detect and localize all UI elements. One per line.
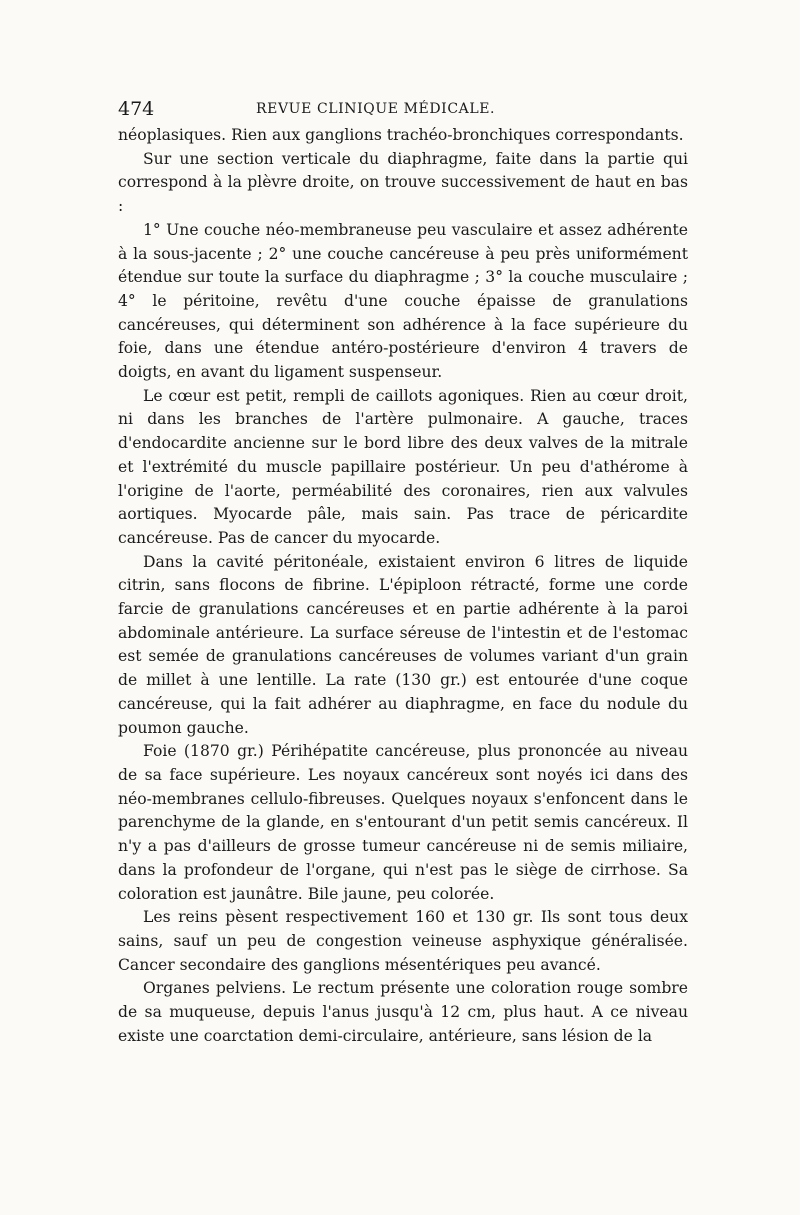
document-page: [118, 94, 688, 1048]
paragraph-pelvic-organs: Organes pelviens. Le rectum présente une coloration rouge sombre de sa muqueuse, depuis l'anus jusqu'à 12 cm, plus haut. A ce niveau existe une coarctation demi-circulaire, antérieure, sans lésion de la: [118, 979, 688, 1045]
paragraph-peritoneal-cavity: Dans la cavité péritonéale, existaient environ 6 litres de liquide citrin, sans flocons de fibrine. L'épiploon rétracté, forme une corde farcie de granulations cancéreuses et en partie adhérente à la paroi abdominale antérieure. La surface séreuse de l'intestin et de l'estomac est semée de granulations cancéreuses de volumes variant d'un grain de millet à une lentille. La rate (130 gr.) est entourée d'une coque cancéreuse, qui la fait adhérer au diaphragme, en face du nodule du poumon gauche.: [118, 552, 688, 737]
paragraph-kidneys: Les reins pèsent respectivement 160 et 130 gr. Ils sont tous deux sains, sauf un peu de congestion veineuse asphyxique généralisée. Cancer secondaire des ganglions mésentériques peu avancé.: [118, 908, 688, 974]
journal-title: REVUE CLINIQUE MÉDICALE.: [256, 101, 496, 117]
body-text: [118, 124, 688, 1048]
paragraph-liver: Foie (1870 gr.) Périhépatite cancéreuse, plus prononcée au niveau de sa face supérieure. Les noyaux cancéreux sont noyés ici dans des néo-membranes cellulo-fibreuses. Quelques noyaux s'enfoncent dans le parenchyme de la glande, en s'entourant d'un petit semis cancéreux. Il n'y a pas d'ailleurs de grosse tumeur cancéreuse ni de semis miliaire, dans la profondeur de l'organe, qui n'est pas le siège de cirrhose. Sa coloration est jaunâtre. Bile jaune, peu colorée.: [118, 742, 688, 903]
paragraph-continuation: néoplasiques. Rien aux ganglions trachéo-bronchiques correspondants.: [118, 126, 684, 144]
paragraph-diaphragm-section: Sur une section verticale du diaphragme, faite dans la partie qui correspond à la plèvre droite, on trouve successivement de haut en bas :: [118, 149, 688, 216]
paragraph-heart: Le cœur est petit, rempli de caillots agoniques. Rien au cœur droit, ni dans les branches de l'artère pulmonaire. A gauche, traces d'endocardite ancienne sur le bord libre des deux valves de la mitrale et l'extrémité du muscle papillaire postérieur. Un peu d'athérome à l'origine de l'aorte, perméabilité des coronaires, rien aux valvules aortiques. Myocarde pâle, mais sain. Pas trace de péricardite cancéreuse. Pas de cancer du myocarde.: [118, 386, 688, 547]
page-number: 474: [118, 98, 155, 120]
running-head: [118, 94, 688, 124]
paragraph-diaphragm-layers: 1° Une couche néo-membraneuse peu vasculaire et assez adhérente à la sous-jacente ; 2° une couche cancéreuse à peu près uniformément étendue sur toute la surface du diaphragme ; 3° la couche musculaire ; 4° le péritoine, revêtu d'une couche épaisse de granulations cancéreuses, qui déterminent son adhérence à la face supérieure du foie, dans une étendue antéro-postérieure d'environ 4 travers de doigts, en avant du ligament suspenseur.: [118, 220, 688, 382]
